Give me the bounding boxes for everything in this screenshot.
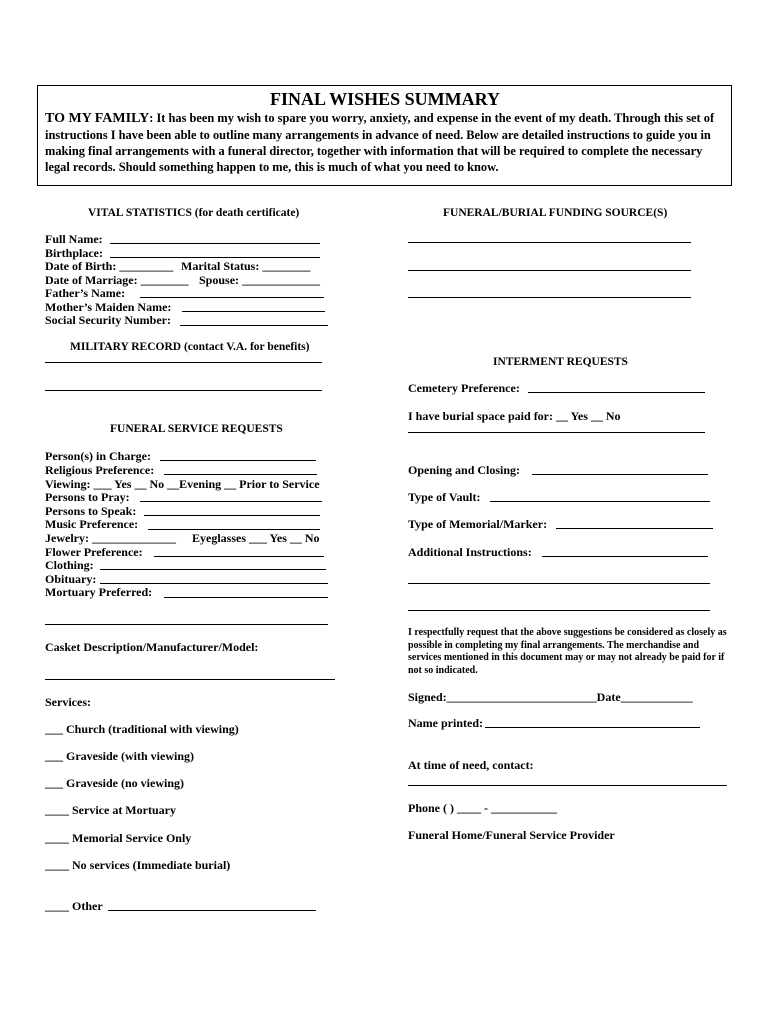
casket-label: Casket Description/Manufacturer/Model: (45, 640, 259, 654)
religious-preference-field[interactable] (164, 474, 317, 475)
persons-in-charge-field[interactable] (160, 460, 316, 461)
page-title: FINAL WISHES SUMMARY (269, 89, 501, 109)
obituary-field[interactable] (100, 583, 328, 584)
birthplace-field[interactable] (110, 257, 320, 258)
phone-field[interactable]: Phone ( ) ____ - ___________ (408, 801, 557, 815)
service-other-field[interactable] (108, 910, 316, 911)
memorial-marker-label: Type of Memorial/Marker: (408, 517, 548, 531)
mortuary-preferred-label: Mortuary Preferred: (45, 585, 153, 599)
spouse-field[interactable]: Spouse: _____________ (199, 273, 321, 287)
intro-paragraph (45, 110, 730, 175)
persons-in-charge-label: Person(s) in Charge: (45, 449, 151, 463)
cemetery-preference-label: Cemetery Preference: (408, 381, 520, 395)
service-graveside-viewing-option[interactable]: ___ Graveside (with viewing) (45, 749, 194, 763)
jewelry-field[interactable]: Jewelry: ______________ (45, 531, 176, 545)
cemetery-preference-field[interactable] (528, 392, 705, 393)
persons-to-speak-field[interactable] (144, 515, 320, 516)
service-graveside-no-viewing-option[interactable]: ___ Graveside (no viewing) (45, 776, 184, 790)
persons-to-pray-field[interactable] (140, 501, 322, 502)
funeral-service-heading: FUNERAL SERVICE REQUESTS (110, 423, 283, 435)
service-church-option[interactable]: ___ Church (traditional with viewing) (45, 722, 239, 736)
date-of-marriage-field[interactable]: Date of Marriage: ________ (45, 273, 189, 287)
funding-line-1[interactable] (408, 242, 691, 243)
persons-to-pray-label: Persons to Pray: (45, 490, 130, 504)
funeral-home-label: Funeral Home/Funeral Service Provider (408, 828, 615, 842)
request-statement: I respectfully request that the above suggestions be considered as closely as possible in completing my final arrangements. The merchandise and services mentioned in this document may or may not already be paid for if not so indicated. (408, 627, 727, 676)
services-heading: Services: (45, 695, 91, 709)
intro-body: : It has been my wish to spare you worry, anxiety, and expense in the event of my death. Through this set of instructions I have been able to outline many arrangements in advance of need. Below are detailed instructions to guide you in making final arrangements with a funeral director, together with information that will be required to complete the necessary legal records. Should something happen to me, this is much of what you need to know. (45, 111, 715, 174)
father-name-label: Father’s Name: (45, 286, 126, 300)
marital-status-field[interactable]: Marital Status: ________ (181, 259, 311, 273)
additional-line-2[interactable] (408, 583, 710, 584)
persons-to-speak-label: Persons to Speak: (45, 504, 137, 518)
name-printed-label: Name printed: (408, 716, 483, 730)
contact-label: At time of need, contact: (408, 758, 534, 772)
military-line-1[interactable] (45, 362, 322, 363)
eyeglasses-options[interactable]: Eyeglasses ___ Yes __ No (192, 531, 320, 545)
burial-space-options[interactable]: I have burial space paid for: __ Yes __ No (408, 409, 621, 423)
service-none-option[interactable]: ____ No services (Immediate burial) (45, 858, 231, 872)
music-preference-field[interactable] (148, 529, 320, 530)
date-of-birth-field[interactable]: Date of Birth: _________ (45, 259, 174, 273)
service-memorial-option[interactable]: ____ Memorial Service Only (45, 831, 192, 845)
viewing-options[interactable]: Viewing: ___ Yes __ No __Evening __ Prior to Service (45, 477, 320, 491)
clothing-label: Clothing: (45, 558, 94, 572)
name-printed-field[interactable] (485, 727, 700, 728)
mother-maiden-name-field[interactable] (182, 311, 325, 312)
memorial-marker-field[interactable] (556, 528, 713, 529)
obituary-label: Obituary: (45, 572, 97, 586)
intro-lead: TO MY FAMILY (45, 111, 150, 126)
funding-heading: FUNERAL/BURIAL FUNDING SOURCE(S) (443, 207, 668, 219)
military-line-2[interactable] (45, 390, 322, 391)
religious-preference-label: Religious Preference: (45, 463, 155, 477)
military-record-heading: MILITARY RECORD (contact V.A. for benefits) (70, 341, 310, 353)
vault-type-field[interactable] (490, 501, 710, 502)
father-name-field[interactable] (140, 297, 324, 298)
mother-maiden-name-label: Mother’s Maiden Name: (45, 300, 172, 314)
funding-line-2[interactable] (408, 270, 691, 271)
mortuary-preferred-field[interactable] (164, 597, 328, 598)
funeral-extra-line[interactable] (45, 624, 328, 625)
ssn-label: Social Security Number: (45, 313, 171, 327)
service-other-label: ____ Other (45, 899, 103, 913)
contact-field[interactable] (408, 785, 727, 786)
burial-space-line[interactable] (408, 432, 705, 433)
music-preference-label: Music Preference: (45, 517, 139, 531)
birthplace-label: Birthplace: (45, 246, 103, 260)
funding-line-3[interactable] (408, 297, 691, 298)
opening-closing-field[interactable] (532, 474, 708, 475)
additional-instructions-field[interactable] (542, 556, 708, 557)
additional-line-3[interactable] (408, 610, 710, 611)
full-name-label: Full Name: (45, 232, 103, 246)
additional-instructions-label: Additional Instructions: (408, 545, 532, 559)
signed-date-field[interactable]: Signed:_________________________Date____________ (408, 690, 693, 704)
vital-statistics-heading: VITAL STATISTICS (for death certificate) (88, 207, 300, 219)
flower-preference-label: Flower Preference: (45, 545, 143, 559)
ssn-field[interactable] (180, 325, 328, 326)
service-mortuary-option[interactable]: ____ Service at Mortuary (45, 803, 176, 817)
opening-closing-label: Opening and Closing: (408, 463, 521, 477)
vault-type-label: Type of Vault: (408, 490, 481, 504)
flower-preference-field[interactable] (154, 556, 324, 557)
full-name-field[interactable] (110, 243, 320, 244)
clothing-field[interactable] (100, 569, 326, 570)
interment-heading: INTERMENT REQUESTS (493, 356, 628, 368)
casket-field[interactable] (45, 679, 335, 680)
